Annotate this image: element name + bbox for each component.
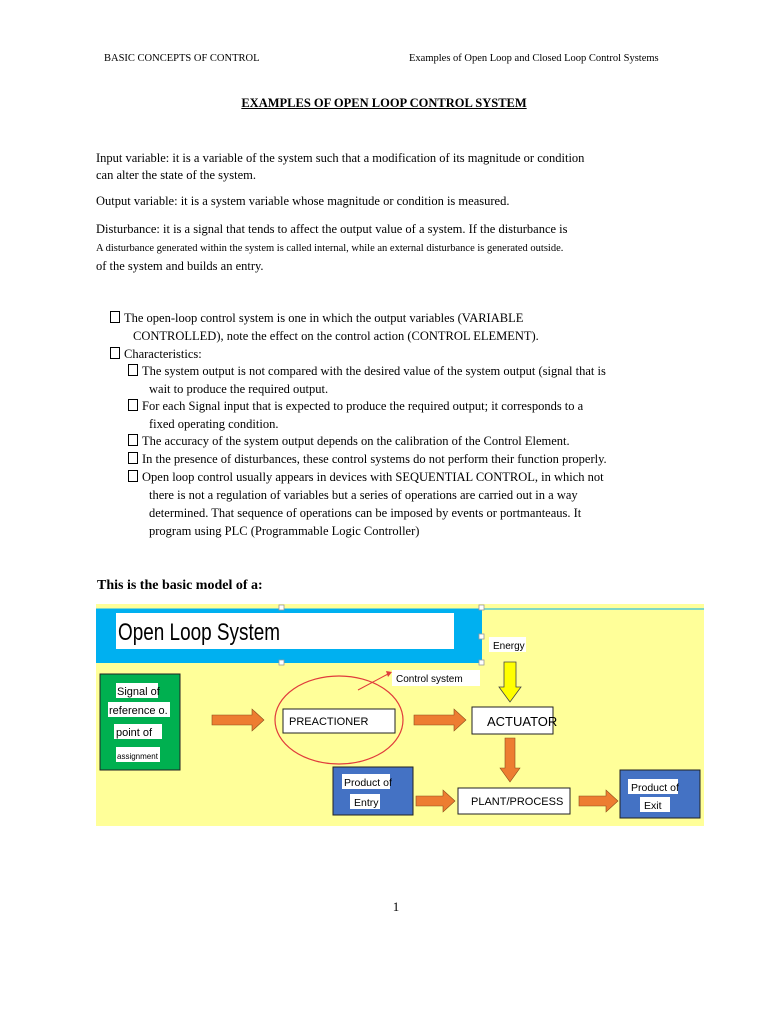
bullet-open-loop [110,310,523,328]
product-entry-line-2: Entry [354,797,379,809]
output-variable: Output variable: it is a system variable whose magnitude or condition is measured. [96,194,510,208]
bullet-text: In the presence of disturbances, these control systems do not perform their function properly. [142,452,607,466]
bullet-box-icon [128,364,138,376]
product-exit-line-1: Product of [631,782,679,794]
disturbance-line-2: A disturbance generated within the system is called internal, while an external disturbance is generated outside. [96,243,564,254]
sub-bullet-1 [128,363,606,381]
header-right: Examples of Open Loop and Closed Loop Control Systems [409,53,659,64]
bullet-box-icon [128,434,138,446]
input-variable-line-2: can alter the state of the system. [96,168,257,182]
sub-bullet-5-line-4: program using PLC (Programmable Logic Controller) [149,524,420,538]
product-entry-line-1: Product of [344,777,392,789]
sub-bullet-2-cont: fixed operating condition. [149,417,279,431]
sub-bullet-5-line-2: there is not a regulation of variables but a series of operations are carried out in a way [149,488,578,502]
selection-handle[interactable] [479,605,484,610]
bullet-text: For each Signal input that is expected to produce the required output; it corresponds to a [142,399,584,413]
bullet-open-loop-cont: CONTROLLED), note the effect on the control action (CONTROL ELEMENT). [133,329,539,343]
diagram-title: Open Loop System [118,619,280,646]
disturbance-line-3: of the system and builds an entry. [96,259,264,273]
page-number: 1 [392,899,400,914]
plant-process-label: PLANT/PROCESS [471,796,564,808]
signal-label-line-4: assignment [117,752,158,761]
selection-handle[interactable] [279,605,284,610]
bullet-text: Open loop control usually appears in devices with SEQUENTIAL CONTROL, in which not [142,470,604,484]
bullet-box-icon [110,347,120,359]
page-title: EXAMPLES OF OPEN LOOP CONTROL SYSTEM [241,96,527,110]
input-variable-line-1: Input variable: it is a variable of the system such that a modification of its magnitude or condition [96,151,585,165]
bullet-characteristics [110,346,202,364]
sub-bullet-2 [128,398,583,416]
bullet-box-icon [128,452,138,464]
selection-handle[interactable] [479,660,484,665]
actuator-label: ACTUATOR [487,714,558,729]
energy-label: Energy [493,641,525,652]
sub-bullet-3 [128,433,570,451]
sub-bullet-5-line-3: determined. That sequence of operations can be imposed by events or portmanteaus. It [149,506,582,520]
disturbance-line-1: Disturbance: it is a signal that tends to affect the output value of a system. If the disturbance is [96,222,568,236]
bullet-text: The open-loop control system is one in which the output variables (VARIABLE [124,311,524,325]
bullet-text: The accuracy of the system output depends on the calibration of the Control Element. [142,434,570,448]
header-left: BASIC CONCEPTS OF CONTROL [104,53,260,64]
model-heading: This is the basic model of a: [97,578,263,593]
selection-handle[interactable] [479,634,484,639]
control-system-label: Control system [396,674,463,685]
signal-label-line-1: Signal of [117,686,160,698]
open-loop-diagram [96,604,704,826]
selection-handle[interactable] [279,660,284,665]
signal-label-line-3: point of [116,727,153,739]
sub-bullet-4 [128,451,607,469]
bullet-box-icon [110,311,120,323]
preactioner-label: PREACTIONER [289,716,369,728]
sub-bullet-5 [128,469,604,487]
bullet-box-icon [128,470,138,482]
bullet-box-icon [128,399,138,411]
signal-label-line-2: reference o. [109,705,168,717]
bullet-text: The system output is not compared with the desired value of the system output (signal that is [142,364,606,378]
bullet-text: Characteristics: [124,347,202,361]
product-exit-line-2: Exit [644,800,662,812]
sub-bullet-1-cont: wait to produce the required output. [149,382,329,396]
